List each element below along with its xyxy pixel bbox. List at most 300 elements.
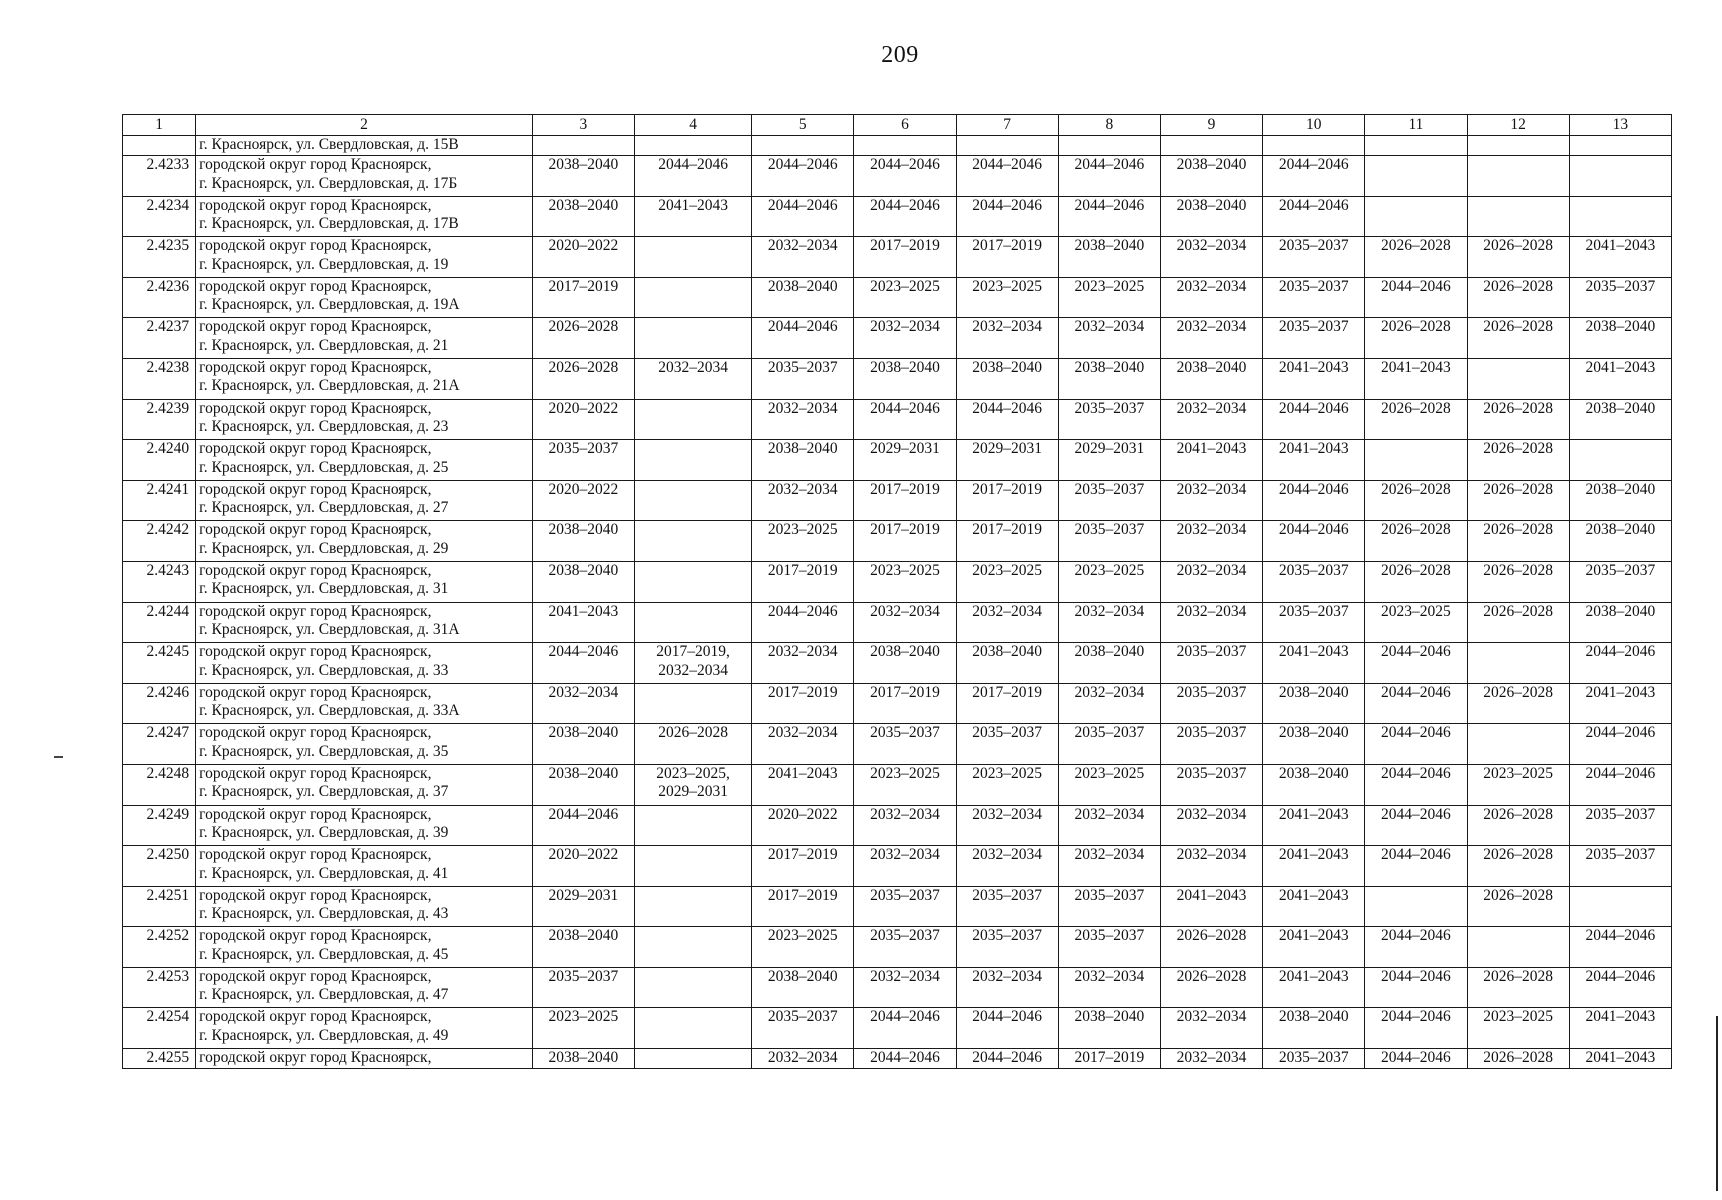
period-cell-c10: 2038–2040 [1263, 764, 1365, 805]
row-number-cell: 2.4247 [123, 724, 196, 765]
period-cell-c10: 2035–2037 [1263, 318, 1365, 359]
period-cell-c6: 2044–2046 [854, 156, 956, 197]
period-cell-c9: 2032–2034 [1160, 602, 1262, 643]
table-row [123, 643, 1672, 684]
address-line-street: г. Красноярск, ул. Свердловская, д. 49 [199, 1026, 449, 1044]
period-cell-c13: 2044–2046 [1569, 927, 1671, 968]
period-cell-c4 [634, 846, 751, 887]
table-cell [956, 136, 1058, 156]
address-line-municipality: городской округ город Красноярск, [199, 358, 432, 376]
period-cell-c12: 2026–2028 [1467, 480, 1569, 521]
address-cell: городской округ город Красноярск, [196, 1049, 533, 1069]
period-cell-c3: 2026–2028 [532, 358, 634, 399]
address-line-street: г. Красноярск, ул. Свердловская, д. 19 [199, 255, 449, 273]
address-cell [196, 358, 533, 399]
address-line-street: г. Красноярск, ул. Свердловская, д. 33А [199, 702, 460, 720]
period-cell-c13: 2038–2040 [1569, 399, 1671, 440]
period-cell-c13: 2041–2043 [1569, 1008, 1671, 1049]
period-cell-c7: 2032–2034 [956, 846, 1058, 887]
period-cell-c13: 2035–2037 [1569, 277, 1671, 318]
period-cell-c5: 2023–2025 [752, 521, 854, 562]
period-cell-c3: 2038–2040 [532, 561, 634, 602]
period-cell-c9: 2032–2034 [1160, 318, 1262, 359]
period-cell-c7: 2044–2046 [956, 196, 1058, 237]
period-cell-c3: 2020–2022 [532, 399, 634, 440]
table-row [123, 683, 1672, 724]
period-cell-c7: 2023–2025 [956, 561, 1058, 602]
table-cell [854, 136, 956, 156]
period-cell-c13: 2038–2040 [1569, 602, 1671, 643]
address-line-municipality: городской округ город Красноярск, [199, 480, 432, 498]
row-number-cell: 2.4240 [123, 440, 196, 481]
address-line-municipality: городской округ город Красноярск, [199, 440, 432, 458]
address-line-street: г. Красноярск, ул. Свердловская, д. 33 [199, 661, 449, 679]
period-cell-c7: 2017–2019 [956, 521, 1058, 562]
period-line: 2023–2025, [656, 764, 730, 782]
period-cell-c10: 2041–2043 [1263, 967, 1365, 1008]
address-cell [196, 521, 533, 562]
period-cell-c4 [634, 237, 751, 278]
address-line-municipality: городской округ город Красноярск, [199, 764, 432, 782]
period-cell-c13: 2038–2040 [1569, 318, 1671, 359]
period-cell-c4 [634, 927, 751, 968]
table-cell [634, 136, 751, 156]
address-line-street: г. Красноярск, ул. Свердловская, д. 25 [199, 458, 449, 476]
address-line-municipality: городской округ город Красноярск, [199, 683, 432, 701]
period-cell-c6: 2035–2037 [854, 927, 956, 968]
row-number-cell: 2.4245 [123, 643, 196, 684]
period-cell-c4 [634, 886, 751, 927]
period-cell-c4 [634, 764, 751, 805]
column-header: 5 [752, 115, 854, 136]
row-number-cell: 2.4254 [123, 1008, 196, 1049]
table-row [123, 1008, 1672, 1049]
period-cell-c11: 2026–2028 [1365, 521, 1467, 562]
period-cell-c13: 2038–2040 [1569, 480, 1671, 521]
period-cell-c9: 2041–2043 [1160, 440, 1262, 481]
period-cell-c11: 2026–2028 [1365, 480, 1467, 521]
period-cell-c11: 2026–2028 [1365, 399, 1467, 440]
period-cell-c8: 2038–2040 [1058, 237, 1160, 278]
period-line: 2044–2046 [658, 156, 728, 173]
period-cell-c5: 2017–2019 [752, 886, 854, 927]
period-cell-c5: 2044–2046 [752, 602, 854, 643]
address-line-street: г. Красноярск, ул. Свердловская, д. 35 [199, 742, 449, 760]
table-cell [1365, 136, 1467, 156]
period-line: 2029–2031 [658, 783, 728, 801]
period-cell-c10: 2041–2043 [1263, 886, 1365, 927]
table-row [123, 277, 1672, 318]
address-cell [196, 602, 533, 643]
address-cell [196, 277, 533, 318]
period-cell-c5: 2017–2019 [752, 561, 854, 602]
period-cell-c12 [1467, 196, 1569, 237]
table-cell [1467, 136, 1569, 156]
column-header: 3 [532, 115, 634, 136]
address-line-municipality: городской округ город Красноярск, [199, 602, 432, 620]
address-cell [196, 480, 533, 521]
period-cell-c8: 2032–2034 [1058, 967, 1160, 1008]
address-line-street: г. Красноярск, ул. Свердловская, д. 21 [199, 336, 449, 354]
period-cell-c8: 2044–2046 [1058, 196, 1160, 237]
table-row [123, 967, 1672, 1008]
period-cell-c9: 2032–2034 [1160, 521, 1262, 562]
period-cell-c11: 2044–2046 [1365, 927, 1467, 968]
period-cell-c8: 2035–2037 [1058, 480, 1160, 521]
period-cell-c12 [1467, 156, 1569, 197]
address-cell [196, 440, 533, 481]
column-header: 6 [854, 115, 956, 136]
address-line-municipality: городской округ город Красноярск, [199, 1008, 432, 1026]
period-cell-c5: 2032–2034 [752, 1049, 854, 1069]
period-cell-c6: 2023–2025 [854, 561, 956, 602]
period-cell-c13: 2041–2043 [1569, 237, 1671, 278]
period-cell-c3: 2020–2022 [532, 480, 634, 521]
period-cell-c3: 2017–2019 [532, 277, 634, 318]
period-cell-c3: 2035–2037 [532, 440, 634, 481]
period-cell-c4 [634, 196, 751, 237]
row-number-cell: 2.4246 [123, 683, 196, 724]
period-cell-c8: 2023–2025 [1058, 277, 1160, 318]
period-cell-c6: 2044–2046 [854, 1049, 956, 1069]
table-row [123, 561, 1672, 602]
period-cell-c10: 2044–2046 [1263, 196, 1365, 237]
period-cell-c9: 2032–2034 [1160, 846, 1262, 887]
period-cell-c7: 2035–2037 [956, 927, 1058, 968]
address-line-street: г. Красноярск, ул. Свердловская, д. 23 [199, 418, 449, 436]
period-cell-c7: 2035–2037 [956, 724, 1058, 765]
period-cell-c5: 2035–2037 [752, 1008, 854, 1049]
period-cell-c10: 2044–2046 [1263, 480, 1365, 521]
period-cell-c6: 2035–2037 [854, 724, 956, 765]
period-cell-c13: 2035–2037 [1569, 846, 1671, 887]
period-cell-c3: 2026–2028 [532, 318, 634, 359]
period-cell-c5: 2038–2040 [752, 440, 854, 481]
address-cell [196, 764, 533, 805]
column-header: 2 [196, 115, 533, 136]
period-cell-c8: 2035–2037 [1058, 927, 1160, 968]
address-line-street: г. Красноярск, ул. Свердловская, д. 27 [199, 499, 449, 517]
period-cell-c12: 2026–2028 [1467, 399, 1569, 440]
period-cell-c9: 2041–2043 [1160, 886, 1262, 927]
column-number-header-row [123, 115, 1672, 136]
address-cell [196, 927, 533, 968]
period-cell-c10: 2035–2037 [1263, 237, 1365, 278]
period-cell-c3: 2038–2040 [532, 764, 634, 805]
table-row [123, 480, 1672, 521]
address-line-street: г. Красноярск, ул. Свердловская, д. 47 [199, 986, 449, 1004]
period-cell-c5: 2032–2034 [752, 237, 854, 278]
period-cell-c12: 2023–2025 [1467, 1008, 1569, 1049]
address-cell [196, 683, 533, 724]
address-line-street: г. Красноярск, ул. Свердловская, д. 41 [199, 864, 449, 882]
period-line: 2026–2028 [658, 724, 728, 742]
table-cell [532, 136, 634, 156]
period-cell-c11: 2026–2028 [1365, 237, 1467, 278]
period-cell-c13: 2041–2043 [1569, 683, 1671, 724]
period-cell-c13 [1569, 196, 1671, 237]
period-cell-c12: 2026–2028 [1467, 521, 1569, 562]
period-cell-c11: 2041–2043 [1365, 358, 1467, 399]
period-cell-c10: 2041–2043 [1263, 927, 1365, 968]
period-cell-c6: 2023–2025 [854, 764, 956, 805]
address-cell [196, 156, 533, 197]
period-cell-c3: 2038–2040 [532, 1049, 634, 1069]
address-cell [196, 886, 533, 927]
row-number-cell: 2.4243 [123, 561, 196, 602]
period-cell-c6: 2044–2046 [854, 399, 956, 440]
row-number-cell: 2.4248 [123, 764, 196, 805]
period-cell-c10: 2038–2040 [1263, 683, 1365, 724]
period-cell-c11: 2044–2046 [1365, 846, 1467, 887]
period-cell-c7: 2017–2019 [956, 480, 1058, 521]
column-header: 8 [1058, 115, 1160, 136]
period-cell-c4 [634, 967, 751, 1008]
address-line-street: г. Красноярск, ул. Свердловская, д. 43 [199, 905, 449, 923]
row-number-cell: 2.4242 [123, 521, 196, 562]
period-cell-c8: 2023–2025 [1058, 561, 1160, 602]
period-cell-c5: 2044–2046 [752, 196, 854, 237]
period-cell-c8: 2032–2034 [1058, 846, 1160, 887]
table-row [123, 196, 1672, 237]
period-cell-c10: 2044–2046 [1263, 399, 1365, 440]
period-cell-c3: 2044–2046 [532, 643, 634, 684]
table-row [123, 156, 1672, 197]
row-number-cell: 2.4253 [123, 967, 196, 1008]
address-line-street: г. Красноярск, ул. Свердловская, д. 31 [199, 580, 449, 598]
period-cell-c6: 2029–2031 [854, 440, 956, 481]
period-cell-c3: 2038–2040 [532, 156, 634, 197]
column-header: 10 [1263, 115, 1365, 136]
address-line-municipality: городской округ город Красноярск, [199, 399, 432, 417]
table-row [123, 237, 1672, 278]
period-cell-c8: 2032–2034 [1058, 318, 1160, 359]
period-cell-c8: 2032–2034 [1058, 683, 1160, 724]
period-cell-c12: 2026–2028 [1467, 805, 1569, 846]
period-cell-c9: 2032–2034 [1160, 277, 1262, 318]
period-cell-c7: 2017–2019 [956, 683, 1058, 724]
row-number-cell: 2.4244 [123, 602, 196, 643]
period-cell-c9: 2035–2037 [1160, 643, 1262, 684]
period-cell-c6: 2032–2034 [854, 967, 956, 1008]
period-cell-c9: 2038–2040 [1160, 358, 1262, 399]
period-cell-c6: 2017–2019 [854, 237, 956, 278]
period-cell-c10: 2035–2037 [1263, 602, 1365, 643]
period-cell-c7: 2044–2046 [956, 1008, 1058, 1049]
period-cell-c3: 2023–2025 [532, 1008, 634, 1049]
period-cell-c11: 2044–2046 [1365, 643, 1467, 684]
address-cell [196, 196, 533, 237]
address-cell [196, 399, 533, 440]
period-cell-c7: 2032–2034 [956, 967, 1058, 1008]
address-cell [196, 724, 533, 765]
period-cell-c7: 2023–2025 [956, 764, 1058, 805]
address-line-municipality: городской округ город Красноярск, [199, 967, 432, 985]
address-line-street: г. Красноярск, ул. Свердловская, д. 31А [199, 621, 460, 639]
period-cell-c8: 2038–2040 [1058, 1008, 1160, 1049]
address-line-municipality: городской округ город Красноярск, [199, 237, 432, 255]
address-line-street: г. Красноярск, ул. Свердловская, д. 29 [199, 539, 449, 557]
row-number-cell: 2.4236 [123, 277, 196, 318]
address-line-municipality: городской округ город Красноярск, [199, 846, 432, 864]
table-row [123, 927, 1672, 968]
period-cell-c12: 2026–2028 [1467, 1049, 1569, 1069]
period-cell-c13: 2044–2046 [1569, 764, 1671, 805]
period-cell-c5: 2044–2046 [752, 156, 854, 197]
period-cell-c9: 2035–2037 [1160, 764, 1262, 805]
period-cell-c6: 2044–2046 [854, 196, 956, 237]
period-cell-c5: 2032–2034 [752, 643, 854, 684]
period-cell-c4 [634, 318, 751, 359]
period-cell-c5: 2020–2022 [752, 805, 854, 846]
period-cell-c7: 2035–2037 [956, 886, 1058, 927]
period-cell-c11: 2026–2028 [1365, 318, 1467, 359]
period-cell-c8: 2032–2034 [1058, 602, 1160, 643]
address-cell [196, 643, 533, 684]
period-cell-c3: 2038–2040 [532, 196, 634, 237]
period-cell-c4 [634, 521, 751, 562]
period-cell-c3: 2029–2031 [532, 886, 634, 927]
period-cell-c11: 2023–2025 [1365, 602, 1467, 643]
address-line-municipality: городской округ город Красноярск, [199, 724, 432, 742]
period-cell-c7: 2038–2040 [956, 358, 1058, 399]
period-cell-c8: 2035–2037 [1058, 399, 1160, 440]
period-cell-c13: 2035–2037 [1569, 805, 1671, 846]
period-cell-c9: 2038–2040 [1160, 196, 1262, 237]
address-line-municipality: городской округ город Красноярск, [199, 156, 432, 173]
period-cell-c6: 2017–2019 [854, 480, 956, 521]
table-row [123, 602, 1672, 643]
address-line-municipality: городской округ город Красноярск, [199, 643, 432, 661]
period-cell-c11: 2044–2046 [1365, 805, 1467, 846]
period-cell-c13 [1569, 440, 1671, 481]
period-cell-c4 [634, 683, 751, 724]
period-cell-c3: 2038–2040 [532, 927, 634, 968]
period-cell-c11: 2044–2046 [1365, 1049, 1467, 1069]
period-cell-c10: 2035–2037 [1263, 277, 1365, 318]
row-number-cell: 2.4250 [123, 846, 196, 887]
period-cell-c12 [1467, 927, 1569, 968]
period-cell-c8: 2044–2046 [1058, 156, 1160, 197]
period-cell-c5: 2017–2019 [752, 846, 854, 887]
period-cell-c9: 2038–2040 [1160, 156, 1262, 197]
period-cell-c10: 2038–2040 [1263, 1008, 1365, 1049]
row-number-cell: 2.4251 [123, 886, 196, 927]
period-cell-c4 [634, 1049, 751, 1069]
period-cell-c9: 2032–2034 [1160, 399, 1262, 440]
period-cell-c8: 2035–2037 [1058, 521, 1160, 562]
period-cell-c7: 2038–2040 [956, 643, 1058, 684]
period-cell-c13: 2038–2040 [1569, 521, 1671, 562]
table-row [123, 724, 1672, 765]
period-cell-c9: 2032–2034 [1160, 237, 1262, 278]
period-cell-c10: 2035–2037 [1263, 1049, 1365, 1069]
period-cell-c13: 2044–2046 [1569, 643, 1671, 684]
period-cell-c10: 2041–2043 [1263, 440, 1365, 481]
period-cell-c4 [634, 561, 751, 602]
address-line-municipality: городской округ город Красноярск, [199, 318, 432, 336]
period-cell-c11: 2044–2046 [1365, 967, 1467, 1008]
period-cell-c7: 2044–2046 [956, 1049, 1058, 1069]
row-number-cell: 2.4241 [123, 480, 196, 521]
period-cell-c9: 2035–2037 [1160, 724, 1262, 765]
period-cell-c12: 2026–2028 [1467, 440, 1569, 481]
period-cell-c7: 2017–2019 [956, 237, 1058, 278]
period-cell-c5: 2041–2043 [752, 764, 854, 805]
period-line: 2032–2034 [658, 358, 728, 376]
period-cell-c9: 2035–2037 [1160, 683, 1262, 724]
period-cell-c12: 2026–2028 [1467, 277, 1569, 318]
column-header: 9 [1160, 115, 1262, 136]
period-cell-c9: 2032–2034 [1160, 561, 1262, 602]
table-row [123, 764, 1672, 805]
period-cell-c6: 2038–2040 [854, 643, 956, 684]
period-cell-c11 [1365, 440, 1467, 481]
period-cell-c6: 2038–2040 [854, 358, 956, 399]
address-line-street: г. Красноярск, ул. Свердловская, д. 45 [199, 945, 449, 963]
continuation-row [123, 136, 1672, 156]
period-cell-c4 [634, 399, 751, 440]
period-cell-c13: 2044–2046 [1569, 724, 1671, 765]
period-cell-c11: 2044–2046 [1365, 724, 1467, 765]
period-cell-c3: 2020–2022 [532, 846, 634, 887]
address-line-municipality: городской округ город Красноярск, [199, 927, 432, 945]
period-cell-c3: 2038–2040 [532, 724, 634, 765]
table-body [123, 136, 1672, 1069]
address-cell [196, 805, 533, 846]
period-cell-c4 [634, 480, 751, 521]
address-cell [196, 846, 533, 887]
period-cell-c12 [1467, 724, 1569, 765]
margin-dash-mark [54, 756, 63, 758]
period-cell-c4 [634, 358, 751, 399]
period-cell-c11: 2044–2046 [1365, 683, 1467, 724]
period-cell-c11 [1365, 196, 1467, 237]
repair-schedule-table [122, 114, 1672, 1069]
row-number-cell: 2.4255 [123, 1049, 196, 1069]
period-cell-c10: 2041–2043 [1263, 643, 1365, 684]
period-cell-c11: 2044–2046 [1365, 1008, 1467, 1049]
address-line-street: г. Красноярск, ул. Свердловская, д. 17Б [199, 174, 458, 192]
period-cell-c13: 2035–2037 [1569, 561, 1671, 602]
period-cell-c9: 2032–2034 [1160, 1049, 1262, 1069]
address-cell [196, 318, 533, 359]
period-cell-c11 [1365, 156, 1467, 197]
period-cell-c13: 2041–2043 [1569, 358, 1671, 399]
address-line-street: г. Красноярск, ул. Свердловская, д. 17В [199, 215, 459, 233]
period-cell-c5: 2023–2025 [752, 927, 854, 968]
period-cell-c9: 2026–2028 [1160, 967, 1262, 1008]
period-cell-c12: 2026–2028 [1467, 846, 1569, 887]
row-number-cell: 2.4239 [123, 399, 196, 440]
period-cell-c6: 2044–2046 [854, 1008, 956, 1049]
period-cell-c7: 2044–2046 [956, 399, 1058, 440]
period-cell-c12: 2026–2028 [1467, 318, 1569, 359]
period-cell-c6: 2023–2025 [854, 277, 956, 318]
address-line-municipality: городской округ город Красноярск, [199, 805, 432, 823]
period-cell-c6: 2032–2034 [854, 318, 956, 359]
period-cell-c12: 2026–2028 [1467, 967, 1569, 1008]
table-row [123, 1049, 1672, 1069]
period-cell-c5: 2044–2046 [752, 318, 854, 359]
row-number-cell: 2.4237 [123, 318, 196, 359]
period-cell-c12: 2026–2028 [1467, 602, 1569, 643]
table-row [123, 440, 1672, 481]
table-cell [1569, 136, 1671, 156]
period-cell-c4 [634, 1008, 751, 1049]
period-cell-c6: 2032–2034 [854, 602, 956, 643]
period-cell-c7: 2032–2034 [956, 318, 1058, 359]
